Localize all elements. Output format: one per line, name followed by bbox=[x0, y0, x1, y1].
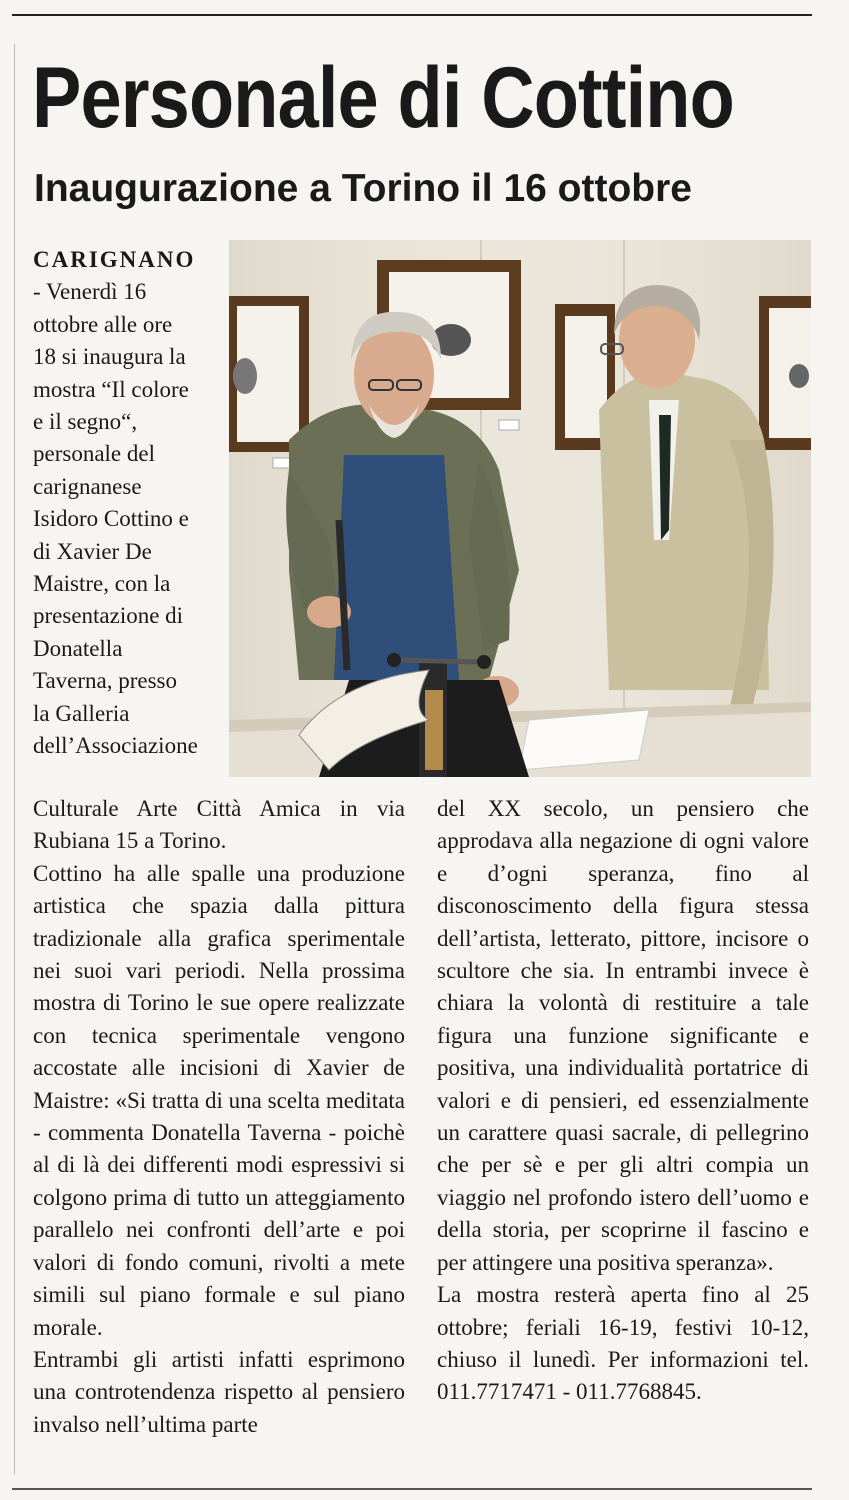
body-paragraph: del XX secolo, un pensiero che approdava alla negazione di ogni valore e d’ogni speranza, fino al disconoscimento della figura stessa dell’artista, letterato, pittore, incisore o scultore che sia. In entrambi invece è chiara la volontà di restituire a tale figura una funzione significante e positiva, una individualità portatrice di valori e di pensieri, ed essenzialmente un carattere quasi sacrale, di pellegrino che per sè e per gli altri compia un viaggio nel profondo istero dell’uomo e della storia, per scoprirne il fascino e per attingere una positiva speranza». bbox=[437, 796, 809, 1275]
photograph-icon bbox=[229, 240, 811, 777]
lead-paragraph bbox=[33, 244, 199, 763]
article-title: Personale di Cottino bbox=[32, 50, 734, 146]
article-subtitle: Inaugurazione a Torino il 16 ottobre bbox=[34, 167, 692, 210]
framed-print bbox=[759, 296, 811, 450]
top-rule bbox=[12, 14, 812, 16]
body-paragraph: Cottino ha alle spalle una produzione artistica che spazia dalla pittura tradizionale alla grafica sperimentale nei suoi vari periodi. Nella prossima mostra di Torino le sue opere realizzate con tecnica sperimentale vengono accostate alle incisioni di Xavier de Maistre: «Si tratta di una scelta meditata - commenta Donatella Taverna - poichè al di là dei differenti modi espressivi si colgono prima di tutto un atteggiamento parallelo nei confronti dell’arte e poi valori di fondo comuni, rivolti a mete simili sul piano formale e sul piano morale. bbox=[33, 860, 405, 1340]
bottom-rule bbox=[12, 1488, 812, 1490]
article-column-left bbox=[33, 793, 405, 1441]
article-column-right bbox=[437, 793, 809, 1409]
body-paragraph: Entrambi gli artisti infatti esprimono una controtendenza rispetto al pensiero invalso nell’ultima parte bbox=[33, 1346, 405, 1437]
lead-text: - Venerdì 16 ottobre alle ore 18 si inaugura la mostra “Il colore e il segno“, personale del carignanese Isidoro Cottino e di Xavier De Maistre, con la presentazione di Donatella Taverna, presso la Galleria dell’Associazione bbox=[33, 279, 198, 759]
framed-print bbox=[229, 296, 309, 452]
dateline: CARIGNANO bbox=[33, 247, 196, 272]
article-photo bbox=[229, 240, 811, 777]
left-rule bbox=[14, 44, 15, 1474]
lead-column bbox=[33, 244, 199, 763]
lead-continuation: Culturale Arte Città Amica in via Rubiana 15 a Torino. bbox=[33, 796, 405, 854]
exhibition-info: La mostra resterà aperta fino al 25 ottobre; feriali 16-19, festivi 10-12, chiuso il lunedì. Per informazioni tel. 011.7717471 - 011.7768845. bbox=[437, 1282, 809, 1405]
